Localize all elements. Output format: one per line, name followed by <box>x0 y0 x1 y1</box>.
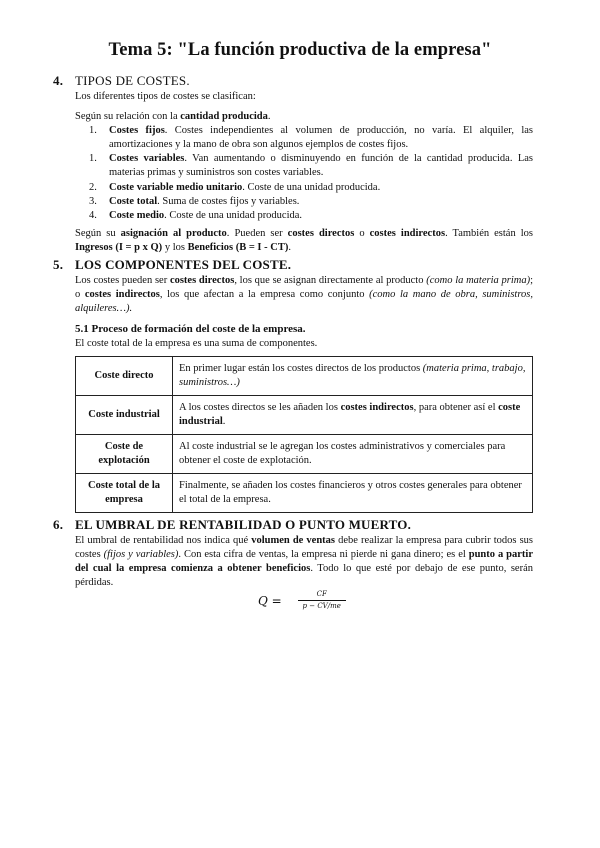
table-cell: En primer lugar están los costes directos de los productos (materia prima, trabajo, suministros…) <box>173 357 533 396</box>
table-row <box>76 435 533 474</box>
formula-lhs: Q = <box>258 593 282 608</box>
fraction-bar <box>298 600 346 601</box>
section-4-relation: Según su relación con la cantidad producida. <box>75 110 271 122</box>
section-5-paragraph: Los costes pueden ser costes directos, los que se asignan directamente al producto (como la materia prima); o costes indirectos, los que afectan a la empresa como conjunto (como la mano de obra, suministros, alquileres…). <box>75 274 534 314</box>
list-item: 4. Coste medio. Coste de una unidad producida. <box>89 209 303 221</box>
section-4-assignment: Según su asignación al producto. Pueden ser costes directos o costes indirectos. También están los Ingresos (I = p x Q) y los Beneficios (B = I - CT). <box>75 228 534 254</box>
cost-components-table <box>75 356 533 513</box>
table-row <box>76 474 533 513</box>
section-4-title: TIPOS DE COSTES. <box>75 73 190 88</box>
section-6-number: 6. <box>53 517 64 532</box>
table-row-header: Coste industrial <box>76 396 173 435</box>
subsection-5-1-intro: El coste total de la empresa es una suma de componentes. <box>75 337 318 349</box>
table-cell: Finalmente, se añaden los costes financieros y otros costes generales para obtener el total de la empresa. <box>173 474 533 513</box>
cost-type-list <box>53 124 533 223</box>
section-4 <box>53 72 533 255</box>
section-4-intro: Los diferentes tipos de costes se clasifican: <box>75 90 256 102</box>
list-item: 1. Costes fijos. Costes independientes al volumen de producción, no varía. El alquiler, las amortizaciones y la mano de obra son algunos ejemplos de costes fijos. <box>89 124 533 151</box>
section-5-title: LOS COMPONENTES DEL COSTE. <box>75 257 292 272</box>
list-item: 3. Coste total. Suma de costes fijos y variables. <box>89 195 300 207</box>
table-row-header: Coste de explotación <box>76 435 173 474</box>
subsection-5-1-title: 5.1 Proceso de formación del coste de la empresa. <box>75 323 306 336</box>
section-4-number: 4. <box>53 73 64 88</box>
table-row <box>76 396 533 435</box>
list-item: 2. Coste variable medio unitario. Coste de una unidad producida. <box>89 181 381 193</box>
break-even-formula <box>258 590 346 612</box>
page-title: Tema 5: "La función productiva de la empresa" <box>108 40 492 60</box>
section-5 <box>53 256 533 513</box>
formula-numerator: CF <box>316 590 327 598</box>
formula-denominator: p − CV/me <box>302 602 341 611</box>
table-cell: Al coste industrial se le agregan los costes administrativos y comerciales para obtener el coste de explotación. <box>173 435 533 474</box>
section-5-number: 5. <box>53 257 64 272</box>
section-4-heading <box>53 72 533 90</box>
list-item: 1. Costes variables. Van aumentando o disminuyendo en función de la cantidad producida. Las materias primas y suministros son costes variables. <box>89 153 533 179</box>
table-row-header: Coste directo <box>76 357 173 396</box>
table-row <box>76 357 533 396</box>
table-row-header: Coste total de la empresa <box>76 474 173 513</box>
section-6 <box>53 516 533 590</box>
section-6-title: EL UMBRAL DE RENTABILIDAD O PUNTO MUERTO. <box>75 517 412 532</box>
formula-fraction <box>298 590 346 612</box>
section-6-paragraph: El umbral de rentabilidad nos indica qué volumen de ventas debe realizar la empresa para cubrir todos sus costes (fijos y variables). Con esta cifra de ventas, la empresa ni pierde ni gana dinero; es el punto a partir del cual la empresa comienza a obtener beneficios. Todo lo que esté por debajo de ese punto, serán pérdidas. <box>75 534 533 589</box>
table-cell: A los costes directos se les añaden los costes indirectos, para obtener así el coste industrial. <box>173 396 533 435</box>
section-6-heading <box>53 516 533 534</box>
section-5-heading <box>53 256 533 274</box>
